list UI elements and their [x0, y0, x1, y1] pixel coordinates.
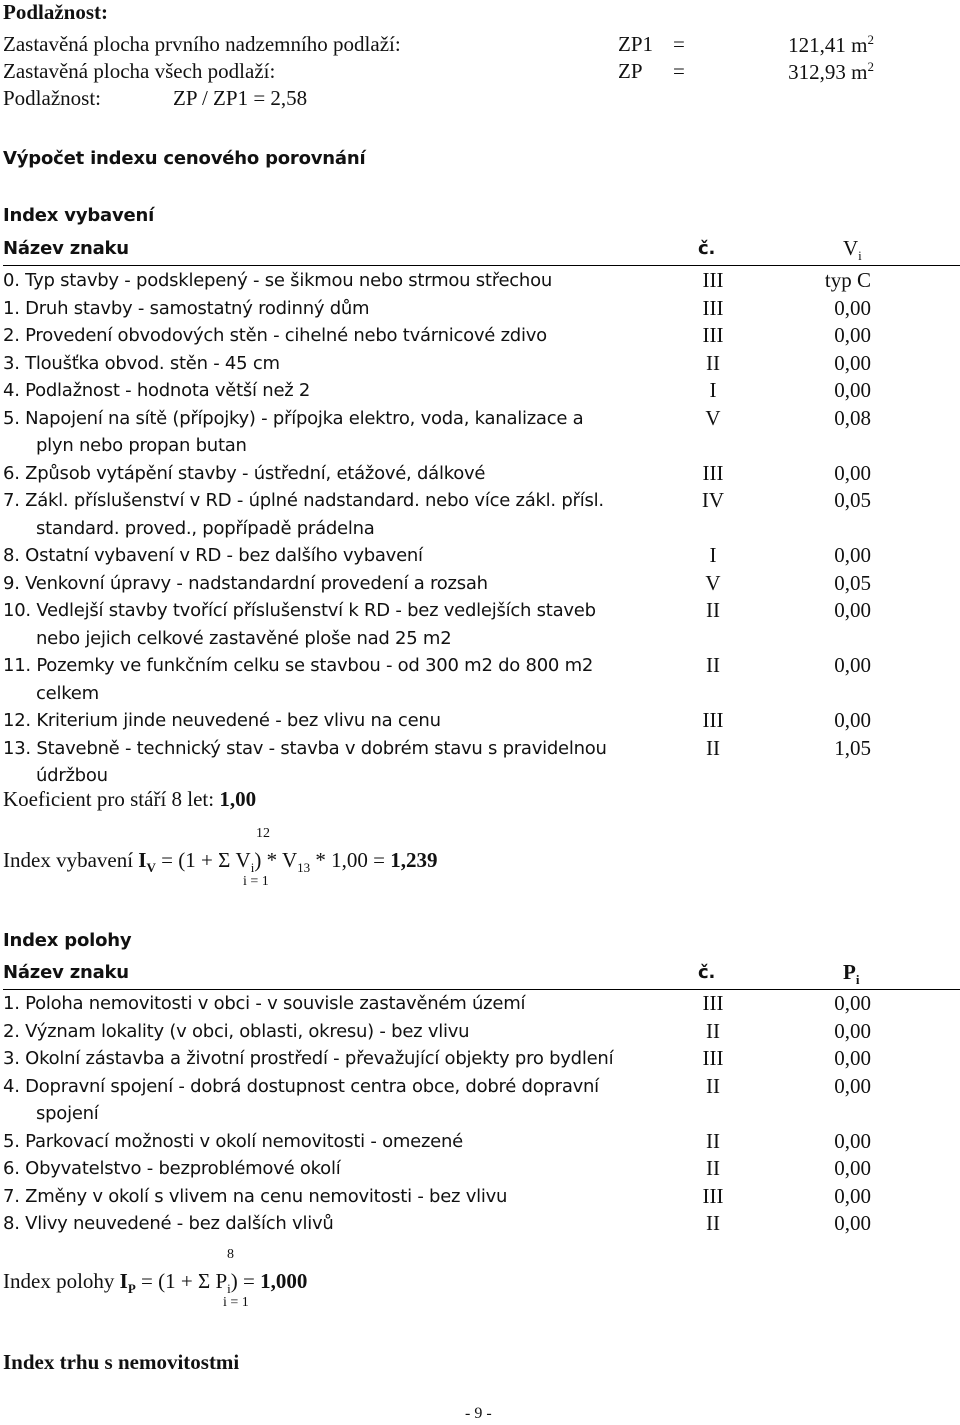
row-class: III [702, 1183, 724, 1208]
row-value: 0,00 [834, 350, 871, 375]
row-value: 0,00 [834, 1183, 871, 1208]
podlaznost-row1-label: Zastavěná plocha prvního nadzemního podlaží: [3, 32, 401, 56]
row-class: III [702, 1046, 724, 1070]
vybaveni-sum-upper: 12 [256, 826, 270, 841]
calc-heading: Výpočet indexu cenového porovnání [3, 148, 366, 169]
row-class: II [706, 1018, 720, 1043]
row-class: III [702, 708, 724, 732]
polohy-formula: Index polohy $I_P = (1 + \Sigma$ $P_i) = 1,000$ [3, 1269, 308, 1297]
row-description [3, 295, 683, 323]
row-description-line1: 6. Obyvatelstvo - bezproblémové okolí [3, 1158, 341, 1179]
row-description [3, 542, 683, 570]
row-description-line1: 4. Podlažnost - hodnota větší než 2 [3, 380, 311, 401]
row-description-line1: 13. Stavebně - technický stav - stavba v dobrém stavu s pravidelnou [3, 737, 607, 759]
row-description-line1: 0. Typ stavby - podsklepený - se šikmou nebo strmou střechou [3, 270, 552, 291]
row-description-line2: nebo jejich celkové zastavěné ploše nad 25 m2 [36, 627, 452, 649]
row-class: II [706, 1156, 720, 1180]
podlaznost-row1-symbol: ZP1 [618, 32, 654, 56]
row-description [3, 1128, 683, 1156]
polohy-col-value: $P_i$ [843, 960, 860, 988]
row-value: 0,00 [834, 1046, 871, 1070]
row-value: 0,08 [834, 405, 871, 430]
row-description [3, 707, 683, 735]
row-description-line1: 10. Vedlejší stavby tvořící příslušenství k RD - bez vedlejších staveb [3, 600, 596, 621]
row-value: 0,00 [834, 1073, 871, 1098]
row-value: 0,00 [834, 543, 871, 567]
row-value: 0,00 [834, 378, 871, 402]
polohy-col-class: č. [698, 962, 716, 983]
row-description-line1: 8. Vlivy neuvedené - bez dalších vlivů [3, 1213, 334, 1234]
row-class: II [706, 1128, 720, 1153]
row-description-line2: celkem [36, 682, 99, 704]
podlaznost-heading: Podlažnost: [3, 0, 108, 24]
row-value: 0,05 [834, 488, 871, 512]
row-description-line1: 3. Tloušťka obvod. stěn - 45 cm [3, 352, 280, 374]
row-description [3, 377, 683, 405]
row-description-line1: 12. Kriterium jinde neuvedené - bez vlivu na cenu [3, 710, 441, 731]
row-description-line1: 7. Zákl. příslušenství v RD - úplné nadstandard. nebo více zákl. přísl. [3, 490, 604, 511]
polohy-sum-upper: 8 [227, 1247, 234, 1262]
row-value: 0,00 [834, 598, 871, 622]
row-value: typ C [824, 268, 871, 292]
row-description [3, 460, 683, 488]
row-class: II [706, 735, 720, 760]
row-description [3, 570, 683, 598]
polohy-table-header [3, 961, 960, 990]
row-description [3, 1018, 683, 1046]
row-description-line2: spojení [36, 1103, 99, 1124]
row-value: 1,05 [834, 735, 871, 760]
row-value: 0,00 [834, 1128, 871, 1153]
row-description [3, 322, 683, 350]
row-description-line1: 2. Provedení obvodových stěn - cihelné nebo tvárnicové zdivo [3, 325, 547, 346]
row-class: III [702, 323, 724, 347]
row-description [3, 267, 683, 295]
row-class: II [706, 598, 720, 622]
podlaznost-row2-symbol: ZP [618, 59, 643, 83]
podlaznost-row3-label: Podlažnost: [3, 86, 101, 110]
podlaznost-row3-formula: ZP / ZP1 = 2,58 [173, 86, 308, 110]
trhu-heading: Index trhu s nemovitostmi [3, 1350, 240, 1374]
row-description-line1: 11. Pozemky ve funkčním celku se stavbou - od 300 m2 do 800 m2 [3, 655, 594, 676]
row-class: I [709, 378, 717, 402]
vybaveni-table-header [3, 237, 960, 266]
row-value: 0,00 [834, 708, 871, 732]
vybaveni-col-class: č. [698, 238, 716, 259]
row-description [3, 1210, 683, 1238]
row-value: 0,00 [834, 1156, 871, 1180]
row-class: III [702, 991, 724, 1015]
podlaznost-row2-equals: = [673, 59, 685, 83]
row-class: III [702, 268, 724, 292]
row-description-line1: 3. Okolní zástavba a životní prostředí - převažující objekty pro bydlení [3, 1048, 614, 1069]
row-description-line2: plyn nebo propan butan [36, 435, 247, 456]
row-description-line1: 5. Parkovací možnosti v okolí nemovitosti - omezené [3, 1130, 463, 1152]
row-description-line1: 5. Napojení na sítě (přípojky) - přípojka elektro, voda, kanalizace a [3, 407, 584, 429]
polohy-heading: Index polohy [3, 930, 132, 951]
row-description-line1: 1. Poloha nemovitosti v obci - v souvisle zastavěném území [3, 993, 526, 1014]
row-description-line2: údržbou [36, 765, 108, 786]
row-description [3, 1183, 683, 1211]
vybaveni-heading: Index vybavení [3, 205, 155, 226]
row-value: 0,00 [834, 295, 871, 320]
polohy-col-name: Název znaku [3, 962, 129, 983]
row-description-line1: 6. Způsob vytápění stavby - ústřední, etážové, dálkové [3, 462, 486, 484]
row-value: 0,00 [834, 991, 871, 1015]
row-class: V [705, 570, 721, 595]
podlaznost-row2-label: Zastavěná plocha všech podlaží: [3, 59, 276, 83]
row-class: III [702, 295, 724, 320]
page-number: - 9 - [465, 1405, 492, 1422]
row-description [3, 1073, 683, 1128]
row-class: V [705, 405, 721, 430]
row-class: I [709, 543, 717, 567]
row-value: 0,00 [834, 1211, 871, 1235]
polohy-sum-lower: i = 1 [223, 1295, 249, 1310]
koeficient-stari: Koeficient pro stáří 8 let: 1,00 [3, 787, 257, 811]
row-description [3, 350, 683, 378]
row-value: 0,00 [834, 1018, 871, 1043]
row-value: 0,00 [834, 653, 871, 677]
row-description [3, 405, 683, 460]
row-description [3, 597, 683, 652]
row-class: II [706, 1211, 720, 1235]
row-description-line2: standard. proved., popřípadě prádelna [36, 517, 375, 539]
row-description-line1: 8. Ostatní vybavení v RD - bez dalšího vybavení [3, 545, 423, 566]
row-description-line1: 9. Venkovní úpravy - nadstandardní provedení a rozsah [3, 572, 488, 594]
document-page [3, 0, 960, 1425]
row-description [3, 990, 683, 1018]
vybaveni-formula: Index vybavení $I_V = (1 + \Sigma$ $V_i) * V_{13} * 1,00 = 1,239$ [3, 848, 438, 876]
podlaznost-row1-value: 121,41 $m^2$ [788, 32, 874, 57]
row-description [3, 652, 683, 707]
row-description-line1: 4. Dopravní spojení - dobrá dostupnost centra obce, dobré dopravní [3, 1075, 599, 1097]
row-description-line1: 7. Změny v okolí s vlivem na cenu nemovitosti - bez vlivu [3, 1185, 508, 1207]
row-description-line1: 2. Význam lokality (v obci, oblasti, okresu) - bez vlivu [3, 1020, 470, 1042]
podlaznost-row2-value: 312,93 $m^2$ [788, 59, 874, 84]
row-value: 0,00 [834, 323, 871, 347]
podlaznost-row1-equals: = [673, 32, 685, 56]
vybaveni-col-name: Název znaku [3, 238, 129, 259]
row-value: 0,05 [834, 570, 871, 595]
row-description [3, 1155, 683, 1183]
vybaveni-sum-lower: i = 1 [243, 874, 269, 889]
row-class: III [702, 460, 724, 485]
vybaveni-col-value: $V_i$ [843, 236, 862, 264]
row-description [3, 1045, 683, 1073]
row-value: 0,00 [834, 460, 871, 485]
row-class: II [706, 653, 720, 677]
row-class: II [706, 350, 720, 375]
row-description [3, 487, 683, 542]
row-description-line1: 1. Druh stavby - samostatný rodinný dům [3, 297, 370, 319]
row-description [3, 735, 683, 790]
row-class: II [706, 1073, 720, 1098]
row-class: IV [701, 488, 725, 512]
